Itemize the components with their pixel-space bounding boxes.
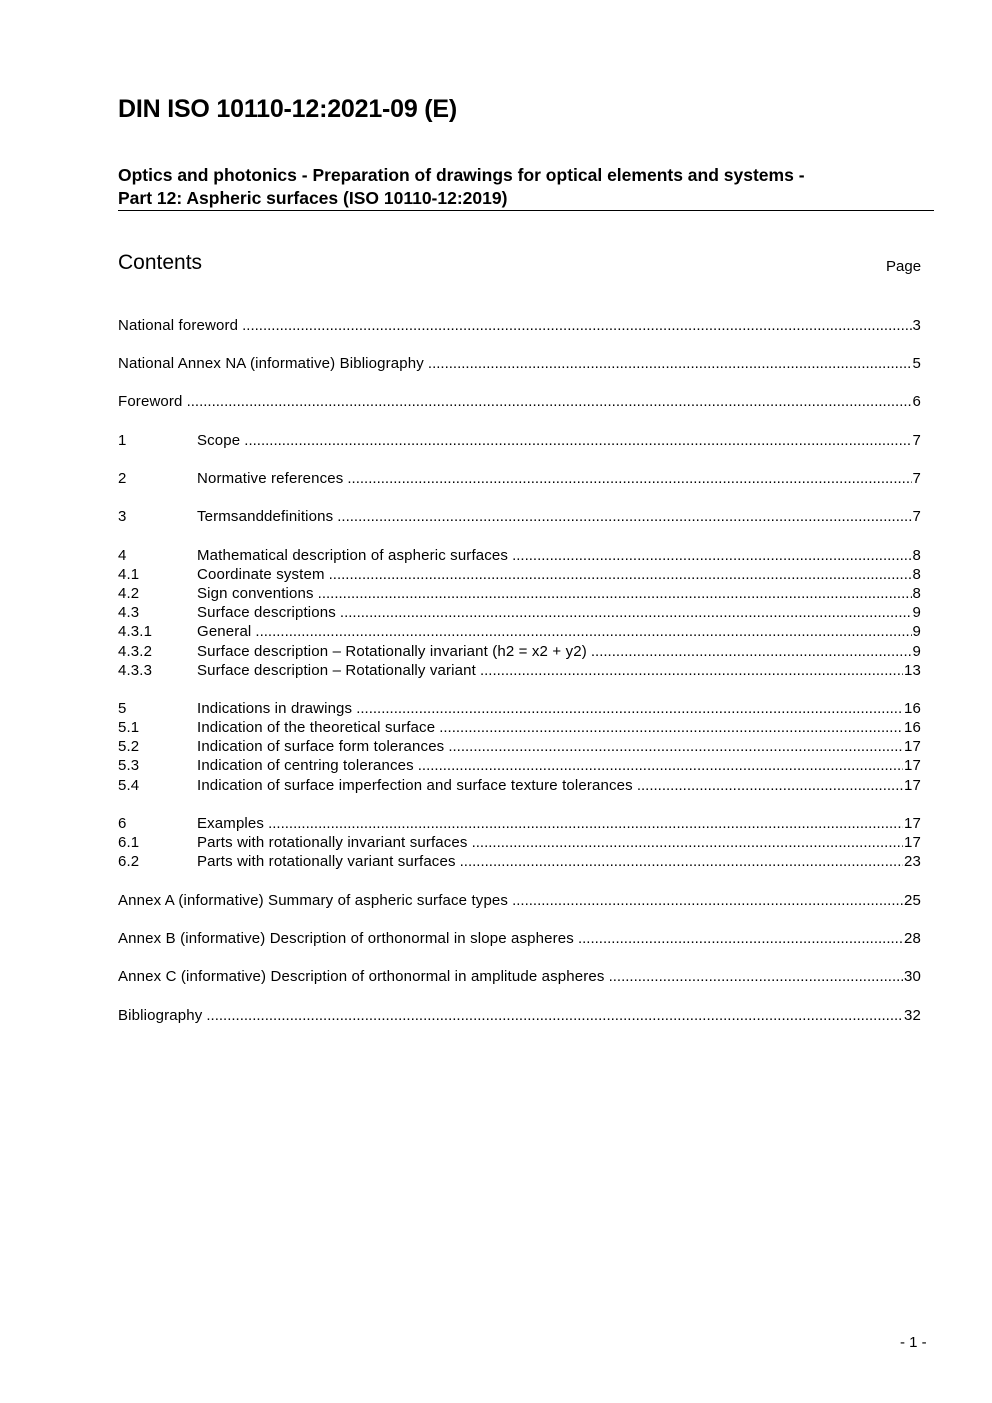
- toc-entry-number: 2: [118, 470, 127, 487]
- toc-entry-page: 30: [904, 968, 921, 985]
- toc-entry-title: Indications in drawings: [197, 700, 353, 717]
- toc-dot-leader: [337, 507, 911, 526]
- toc-dot-leader: [448, 737, 903, 756]
- toc-entry[interactable]: [118, 431, 921, 450]
- toc-entry-page: 17: [904, 738, 921, 755]
- toc-entry[interactable]: [118, 718, 921, 737]
- toc-entry[interactable]: [118, 316, 921, 335]
- subtitle-line-1: Optics and photonics - Preparation of drawings for optical elements and systems -: [118, 165, 805, 185]
- toc-dot-leader: [472, 833, 903, 852]
- toc-entry-title: Surface descriptions: [197, 604, 336, 621]
- toc-entry-page: 9: [912, 604, 921, 621]
- toc-entry-number: 4.3: [118, 604, 140, 621]
- toc-entry-title: General: [197, 623, 252, 640]
- toc-dot-leader: [418, 756, 903, 775]
- toc-dot-leader: [480, 661, 903, 680]
- toc-entry[interactable]: [118, 603, 921, 622]
- toc-dot-leader: [329, 565, 912, 584]
- toc-entry-title: Indication of the theoretical surface: [197, 719, 436, 736]
- page-number: - 1 -: [900, 1334, 927, 1351]
- toc-dot-leader: [187, 392, 912, 411]
- toc-entry-page: 8: [912, 547, 921, 564]
- toc-entry-number: 1: [118, 432, 127, 449]
- toc-dot-leader: [242, 316, 911, 335]
- title-divider: [118, 210, 934, 211]
- toc-dot-leader: [244, 431, 911, 450]
- toc-entry-number: 4.3.2: [118, 643, 153, 660]
- toc-dot-leader: [347, 469, 911, 488]
- toc-entry[interactable]: [118, 584, 921, 603]
- toc-entry[interactable]: [118, 814, 921, 833]
- toc-entry-page: 16: [904, 719, 921, 736]
- toc-dot-leader: [460, 852, 903, 871]
- toc-dot-leader: [206, 1006, 903, 1025]
- toc-entry[interactable]: [118, 1006, 921, 1025]
- toc-entry-page: 32: [904, 1007, 921, 1024]
- toc-entry-number: 4.3.1: [118, 623, 153, 640]
- toc-entry-title: Scope: [197, 432, 241, 449]
- document-title: DIN ISO 10110-12:2021-09 (E): [118, 95, 458, 123]
- toc-entry-title: Sign conventions: [197, 585, 314, 602]
- toc-entry[interactable]: [118, 929, 921, 948]
- toc-entry-page: 8: [912, 566, 921, 583]
- toc-entry-page: 7: [912, 508, 921, 525]
- toc-entry-number: 4.3.3: [118, 662, 153, 679]
- toc-dot-leader: [318, 584, 912, 603]
- toc-entry-title: Normative references: [197, 470, 344, 487]
- toc-entry[interactable]: [118, 891, 921, 910]
- toc-entry-page: 25: [904, 892, 921, 909]
- toc-entry[interactable]: [118, 776, 921, 795]
- toc-dot-leader: [591, 642, 912, 661]
- toc-entry-page: 28: [904, 930, 921, 947]
- toc-entry[interactable]: [118, 546, 921, 565]
- toc-dot-leader: [512, 891, 903, 910]
- toc-entry-number: 5.1: [118, 719, 140, 736]
- toc-entry-page: 8: [912, 585, 921, 602]
- toc-entry-title: Annex B (informative) Description of orthonormal in slope aspheres: [118, 930, 574, 947]
- toc-entry-number: 4: [118, 547, 127, 564]
- toc-entry-title: Surface description – Rotationally invariant (h2 = x2 + y2): [197, 643, 587, 660]
- toc-entry-title: Mathematical description of aspheric surfaces: [197, 547, 509, 564]
- toc-entry-title: Foreword: [118, 393, 183, 410]
- toc-entry-title: National foreword: [118, 317, 239, 334]
- toc-entry-page: 17: [904, 777, 921, 794]
- toc-entry-number: 5.3: [118, 757, 140, 774]
- toc-entry[interactable]: [118, 967, 921, 986]
- toc-entry-number: 4.2: [118, 585, 140, 602]
- toc-entry-page: 7: [912, 432, 921, 449]
- toc-entry-title: Termsanddefinitions: [197, 508, 334, 525]
- toc-entry-page: 17: [904, 757, 921, 774]
- toc-entry[interactable]: [118, 852, 921, 871]
- toc-entry-number: 4.1: [118, 566, 140, 583]
- toc-entry-title: Parts with rotationally variant surfaces: [197, 853, 456, 870]
- toc-entry-page: 9: [912, 643, 921, 660]
- toc-entry-number: 6: [118, 815, 127, 832]
- toc-entry[interactable]: [118, 699, 921, 718]
- toc-entry[interactable]: [118, 833, 921, 852]
- toc-entry-number: 3: [118, 508, 127, 525]
- toc-entry-title: Annex A (informative) Summary of aspheric surface types: [118, 892, 509, 909]
- toc-entry-page: 9: [912, 623, 921, 640]
- toc-entry-page: 16: [904, 700, 921, 717]
- toc-entry-number: 6.2: [118, 853, 140, 870]
- toc-entry-page: 23: [904, 853, 921, 870]
- toc-entry-page: 13: [904, 662, 921, 679]
- toc-entry-page: 17: [904, 834, 921, 851]
- toc-entry[interactable]: [118, 661, 921, 680]
- toc-entry[interactable]: [118, 756, 921, 775]
- toc-dot-leader: [439, 718, 903, 737]
- toc-entry-number: 5: [118, 700, 127, 717]
- toc-entry[interactable]: [118, 642, 921, 661]
- toc-entry-title: Coordinate system: [197, 566, 325, 583]
- contents-heading: Contents: [118, 251, 203, 274]
- toc-dot-leader: [637, 776, 903, 795]
- subtitle-line-2: Part 12: Aspheric surfaces (ISO 10110-12:2019): [118, 188, 508, 208]
- toc-dot-leader: [512, 546, 911, 565]
- toc-entry[interactable]: [118, 565, 921, 584]
- toc-entry-title: Parts with rotationally invariant surfaces: [197, 834, 468, 851]
- toc-entry-title: Examples: [197, 815, 265, 832]
- toc-entry[interactable]: [118, 469, 921, 488]
- toc-entry-page: 7: [912, 470, 921, 487]
- toc-entry[interactable]: [118, 737, 921, 756]
- toc-dot-leader: [340, 603, 912, 622]
- toc-entry-title: Bibliography: [118, 1007, 203, 1024]
- toc-entry-title: Annex C (informative) Description of orthonormal in amplitude aspheres: [118, 968, 605, 985]
- toc-entry[interactable]: [118, 354, 921, 373]
- toc-entry-title: National Annex NA (informative) Bibliography: [118, 355, 424, 372]
- toc-entry-page: 3: [912, 317, 921, 334]
- toc-entry-page: 17: [904, 815, 921, 832]
- toc-entry-page: 6: [912, 393, 921, 410]
- toc-dot-leader: [255, 622, 911, 641]
- toc-entry-title: Surface description – Rotationally variant: [197, 662, 476, 679]
- toc-entry-title: Indication of centring tolerances: [197, 757, 414, 774]
- toc-entry-number: 5.4: [118, 777, 140, 794]
- toc-dot-leader: [578, 929, 903, 948]
- toc-entry-number: 6.1: [118, 834, 140, 851]
- toc-dot-leader: [428, 354, 912, 373]
- document-subtitle: [118, 164, 933, 210]
- toc-entry-title: Indication of surface imperfection and surface texture tolerances: [197, 777, 633, 794]
- toc-entry-number: 5.2: [118, 738, 140, 755]
- page-column-label: Page: [886, 258, 922, 275]
- toc-entry-title: Indication of surface form tolerances: [197, 738, 445, 755]
- toc-entry-page: 5: [912, 355, 921, 372]
- toc-dot-leader: [609, 967, 903, 986]
- toc-entry[interactable]: [118, 622, 921, 641]
- toc-dot-leader: [268, 814, 903, 833]
- toc-entry[interactable]: [118, 392, 921, 411]
- toc-entry[interactable]: [118, 507, 921, 526]
- toc-dot-leader: [356, 699, 903, 718]
